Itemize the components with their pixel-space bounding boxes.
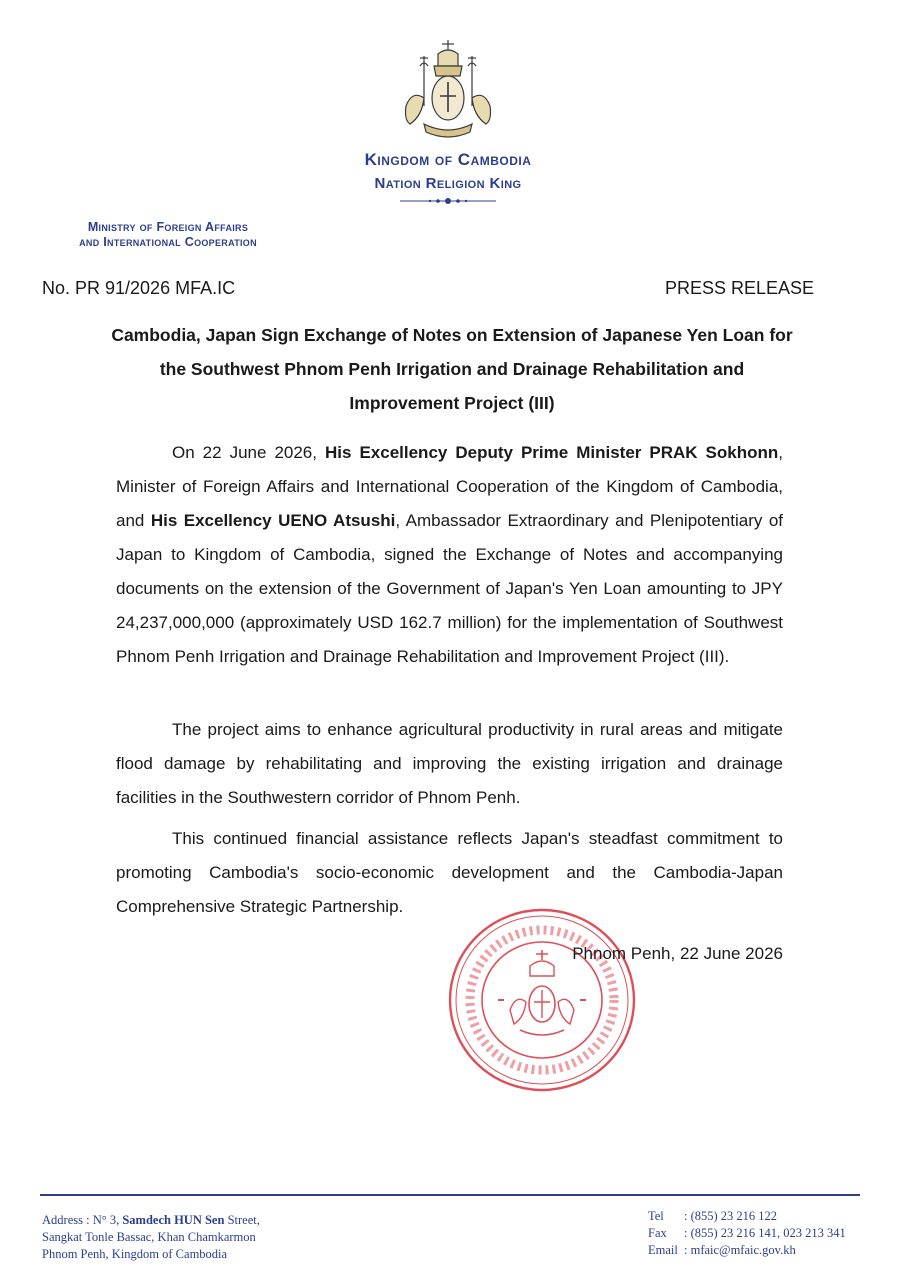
body-paragraph-3: This continued financial assistance reflects Japan's steadfast commitment to promoting Cambodia's socio-economic development and the Cambodia-Japan Comprehensive Strategic Partnership. bbox=[116, 829, 783, 916]
footer-contact bbox=[648, 1208, 846, 1259]
fax-value: : (855) 23 216 141, 023 213 341 bbox=[684, 1226, 846, 1240]
motto-heading: Nation Religion King bbox=[374, 175, 522, 192]
royal-arms-emblem-icon bbox=[394, 36, 502, 144]
body-paragraph-2: The project aims to enhance agricultural productivity in rural areas and mitigate flood damage by rehabilitating and improving the existing irrigation and drainage facilities in the Southwestern corridor of Phnom Penh. bbox=[116, 720, 783, 807]
p1-mid: , Minister of Foreign Affairs and International Cooperation of the Kingdom of Cambodia, and bbox=[116, 443, 784, 530]
title-line-3: Improvement Project (III) bbox=[349, 393, 555, 413]
reference-number: No. PR 91/2026 MFA.IC bbox=[42, 278, 236, 298]
tel-value: : (855) 23 216 122 bbox=[684, 1209, 778, 1223]
ornamental-divider-icon bbox=[400, 196, 496, 206]
tel-row bbox=[648, 1208, 846, 1225]
ministry-name-line2: and International Cooperation bbox=[79, 235, 257, 249]
p1-rest: , Ambassador Extraordinary and Plenipotentiary of Japan to Kingdom of Cambodia, signed the Exchange of Notes and accompanying documents on the extension of the Government of Japan's Yen Loan amounting to JPY 24,237,000,000 (approximately USD 162.7 million) for the implementation of Southwest Phnom Penh Irrigation and Drainage Rehabilitation and Improvement Project (III). bbox=[116, 511, 783, 666]
title-line-1: Cambodia, Japan Sign Exchange of Notes on Extension of Japanese Yen Loan for bbox=[111, 325, 793, 345]
fax-row bbox=[648, 1225, 846, 1242]
place-and-date: Phnom Penh, 22 June 2026 bbox=[572, 944, 783, 963]
document-type-label: PRESS RELEASE bbox=[664, 278, 814, 298]
kingdom-heading: Kingdom of Cambodia bbox=[364, 150, 532, 169]
address-line-3: Phnom Penh, Kingdom of Cambodia bbox=[42, 1247, 228, 1261]
address-line-1 bbox=[42, 1212, 260, 1229]
ministry-seal-stamp-icon bbox=[446, 906, 638, 1094]
fax-label: Fax bbox=[648, 1226, 667, 1240]
body-paragraph-1 bbox=[116, 436, 783, 674]
title-line-2: the Southwest Phnom Penh Irrigation and Drainage Rehabilitation and bbox=[159, 359, 745, 379]
address-line-2: Sangkat Tonle Bassac, Khan Chamkarmon bbox=[42, 1230, 256, 1244]
email-row bbox=[648, 1242, 846, 1259]
address-street: Samdech HUN Sen bbox=[122, 1213, 225, 1227]
address-prefix: Address : N° 3, bbox=[42, 1213, 123, 1227]
ministry-name-line1: Ministry of Foreign Affairs bbox=[87, 220, 249, 234]
address-street-suffix: Street, bbox=[224, 1213, 260, 1227]
email-label: Email bbox=[648, 1243, 678, 1257]
email-value[interactable]: : mfaic@mfaic.gov.kh bbox=[684, 1243, 796, 1257]
p1-person1: His Excellency Deputy Prime Minister PRAK Sokhonn bbox=[325, 443, 779, 462]
p1-person2: His Excellency UENO Atsushi bbox=[150, 511, 396, 530]
footer-address bbox=[42, 1212, 260, 1263]
footer-divider bbox=[40, 1194, 860, 1196]
tel-label: Tel bbox=[648, 1209, 664, 1223]
p1-lead: On 22 June 2026, bbox=[172, 443, 325, 462]
